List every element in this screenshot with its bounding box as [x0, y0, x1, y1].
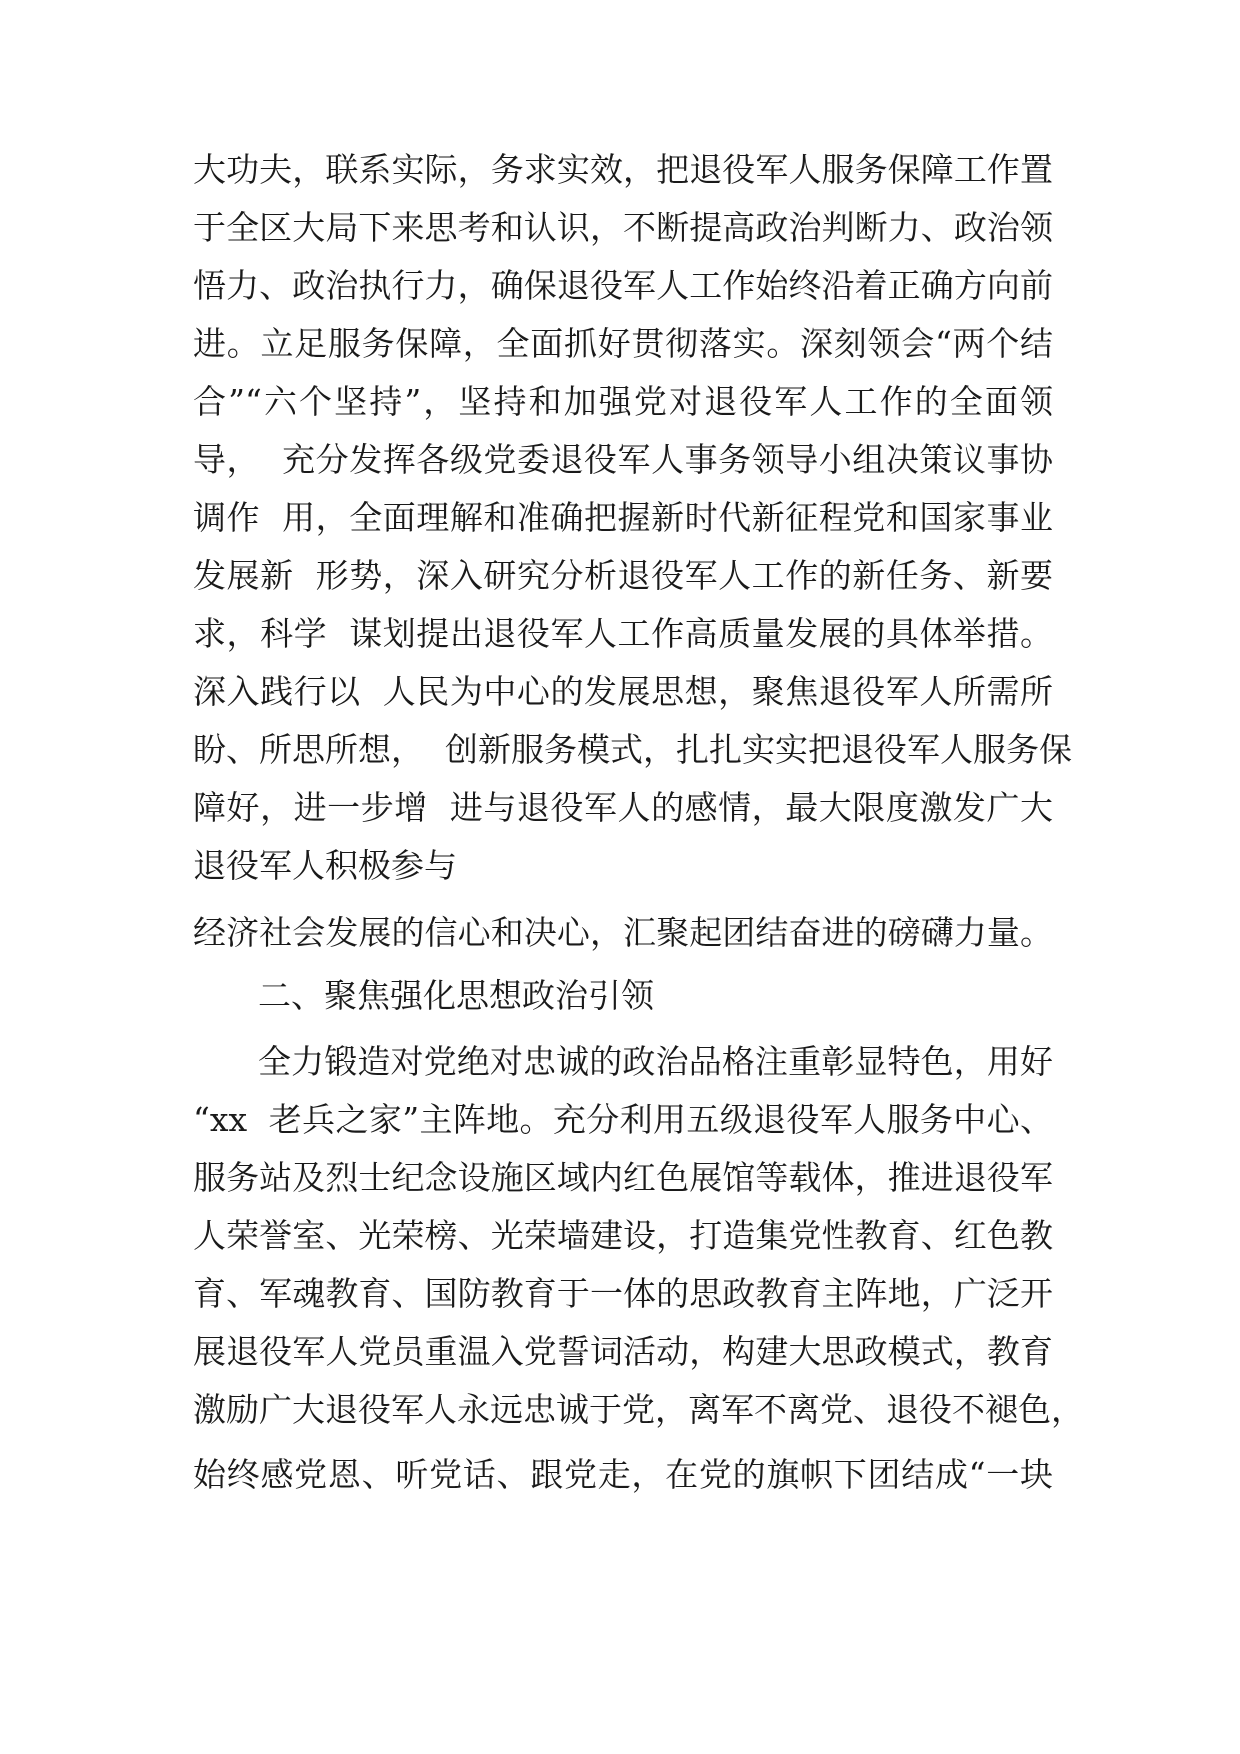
paragraph-1-line: 求，科学 谋划提出退役军人工作高质量发展的具体举措。	[193, 614, 1053, 653]
paragraph-3-line: “xx 老兵之家”主阵地。充分利用五级退役军人服务中心、	[193, 1100, 1053, 1139]
paragraph-1-line: 退役军人积极参与	[193, 846, 457, 885]
paragraph-3-line: 服务站及烈士纪念设施区域内红色展馆等载体，推进退役军	[193, 1158, 1053, 1197]
paragraph-1-line: 于全区大局下来思考和认识，不断提高政治判断力、政治领	[193, 208, 1053, 247]
paragraph-1-line: 合”“六个坚持”，坚持和加强党对退役军人工作的全面领	[193, 382, 1053, 421]
section-heading: 二、聚焦强化思想政治引领	[258, 976, 654, 1015]
paragraph-1-line: 发展新 形势，深入研究分析退役军人工作的新任务、新要	[193, 556, 1053, 595]
paragraph-1-line: 障好，进一步增 进与退役军人的感情，最大限度激发广大	[193, 788, 1053, 827]
paragraph-3-line: 始终感党恩、听党话、跟党走，在党的旗帜下团结成“一块	[193, 1455, 1053, 1494]
paragraph-3-line: 全力锻造对党绝对忠诚的政治品格注重彰显特色，用好	[258, 1042, 1053, 1081]
paragraph-3-line: 激励广大退役军人永远忠诚于党，离军不离党、退役不褪色，	[193, 1390, 1084, 1429]
paragraph-3-line: 育、军魂教育、国防教育于一体的思政教育主阵地，广泛开	[193, 1274, 1053, 1313]
paragraph-2-line: 经济社会发展的信心和决心，汇聚起团结奋进的磅礴力量。	[193, 913, 1053, 952]
paragraph-1-line: 盼、所思所想， 创新服务模式，扎扎实实把退役军人服务保	[193, 730, 1072, 769]
paragraph-3-line: 展退役军人党员重温入党誓词活动，构建大思政模式，教育	[193, 1332, 1053, 1371]
paragraph-1-line: 进。立足服务保障，全面抓好贯彻落实。深刻领会“两个结	[193, 324, 1053, 363]
paragraph-1-line: 大功夫，联系实际，务求实效，把退役军人服务保障工作置	[193, 150, 1053, 189]
paragraph-1-line: 导， 充分发挥各级党委退役军人事务领导小组决策议事协	[193, 440, 1053, 479]
paragraph-1-line: 深入践行以 人民为中心的发展思想，聚焦退役军人所需所	[193, 672, 1053, 711]
paragraph-1-line: 悟力、政治执行力，确保退役军人工作始终沿着正确方向前	[193, 266, 1053, 305]
paragraph-1-line: 调作 用，全面理解和准确把握新时代新征程党和国家事业	[193, 498, 1053, 537]
paragraph-3-line: 人荣誉室、光荣榜、光荣墙建设，打造集党性教育、红色教	[193, 1216, 1053, 1255]
